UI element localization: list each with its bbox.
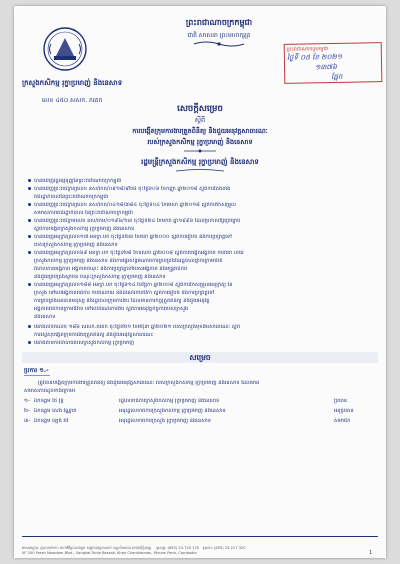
preamble-item-continued: វិសាលភាពអង្គភាព អង្គភាពចំណុះ និងការប្រព្រឹត្តទៅរបស់អង្គភាព និងមន្ត្រីរាជការ bbox=[34, 266, 188, 272]
ornament-divider-icon bbox=[174, 168, 226, 174]
preamble-item: បានឃើញរដ្ឋធម្មនុញ្ញនៃព្រះរាជាណាចក្រកម្ពុជា bbox=[28, 178, 378, 184]
preamble-item: បានឃើញអនុក្រឹត្យលេខ៦៩ អនក្រ.បក ចុះថ្ងៃទី២៨ ខែឧសភា ឆ្នាំ២០០៨ ស្ដីពីការបង្កើតអង្គភាព ការរិយា ល័យ bbox=[28, 250, 378, 256]
stamp-number: ១៣៧៦ bbox=[315, 62, 338, 72]
preamble-item: បានឃើញព្រះរាជក្រឹត្យលេខ នស/រកត/០៩១៨/៩២៥ ចុះថ្ងៃទី០៦ ខែកញ្ញា ឆ្នាំ២០១៨ ស្ដីពីការតែងតាំង bbox=[28, 186, 378, 192]
preamble-item-continued: ស្ដីពីការបង្កើតក្រសួងកសិកម្ម រុក្ខាប្រមាញ់ និងនេសាទ bbox=[34, 226, 135, 232]
preamble-item-continued: និងជួយគ្រប់គ្រងស្ថាប័ន ចំណុះក្រសួងកសិកម្ម រុក្ខាប្រមាញ់ និងនេសាទ bbox=[34, 274, 166, 280]
ornament-divider-icon bbox=[192, 40, 246, 48]
ornament-divider-icon bbox=[182, 148, 218, 154]
title-line-2: របស់ក្រសួងកសិកម្ម រុក្ខាប្រមាញ់ និងនេសាទ bbox=[147, 138, 253, 146]
preamble-item: បានឃើញព្រះរាជក្រមលេខ នស/រកម/០១៩៦/១៣ ចុះថ្ងៃទី២៤ ខែមករា ឆ្នាំ១៩៩៦ ដែលប្រកាសឱ្យប្រើច្បាប់ bbox=[28, 218, 378, 224]
preamble-item-continued: រាជរដ្ឋាភិបាលនៃព្រះរាជាណាចក្រកម្ពុជា bbox=[34, 194, 109, 200]
preamble-item: បានឃើញអនុក្រឹត្យលេខ១៨៨ អនក្រ.បក ចុះថ្ងៃទី១៤ ខែវិច្ឆិកា ឆ្នាំ២០០៨ ស្ដីពីការកែសម្រួលអនុក្រឹត្យ នៃ bbox=[28, 282, 378, 288]
page-number: 1 bbox=[369, 550, 373, 556]
preamble-item-continued: ក្រសួង ទៅលើអង្គភាពរាជការ ការចំណាយ និងដំណើរការថវិកា ស្ដីពីការរៀបចំ និងការប្រព្រឹត្តទៅ bbox=[34, 290, 215, 296]
ministry-emblem-icon bbox=[42, 26, 88, 72]
national-motto: ជាតិ សាសនា ព្រះមហាក្សត្រ bbox=[187, 32, 251, 39]
preamble-item: បានឃើញអនុក្រឹត្យលេខ១៧ អនក្រ.បក ចុះថ្ងៃទី២៣ ខែមីនា ឆ្នាំ២០០០ ស្ដីពីការរៀបចំ និងការប្រព្រឹត្តទៅ bbox=[28, 234, 378, 240]
preamble-item: យោងលិខិតលេខ ១៨៦ សសក.ភរគក ចុះថ្ងៃទី២១ ខែមិថុនា ឆ្នាំ២០២១ របស់ក្រសួងមុខងារសាធារណៈ ស្ដីពី bbox=[28, 324, 378, 330]
article-1-text: ត្រូវបានបង្កើតក្រុមការងារត្រួតពិនិត្យ និងជួយអនុវត្តសាធារណៈ របស់ក្រសួងកសិកម្ម រុក្ខាប្រមាញ់ និងនេសាទ ដែលមាន bbox=[38, 380, 260, 386]
preamble-item: យោងតាមការចាំបាច់របស់ក្រសួងកសិកម្ម រុក្ខាប្រមាញ់ bbox=[28, 340, 378, 346]
received-stamp bbox=[284, 42, 383, 84]
preamble-item-continued: អង្គភាពរាជការក្រោមឱវាទ ទៅលើដំណើរការងារ ស្ដីពីការអនុវត្តកិច្ចការរបស់ក្រសួង bbox=[34, 306, 189, 312]
footer-phone: ទូរសព្ទ: (855) 23-720 720 bbox=[156, 546, 200, 550]
document-page: ព្រះរាជាណាចក្រកម្ពុជា ជាតិ សាសនា ព្រះមហាក្សត្រ ក្រសួងកសិកម្ម រុក្ខាប្រមាញ់ និងនេសាទ លេខ ៤៥០ សសក. ភរគក ព្រះរាជាណាចក្រកម្ពុជា ថ្ងៃទី ០៥ ខែ ២០២១ ១៣៧៦ ផ្អែក សេចក្ដីសម្រេច ស្ដីពី ការបង្កើតក្រុមការងារត្រួតពិនិត្យ និងជួយអនុវត្តសាធារណៈ របស់ក្រសួងកសិកម្ម រុក្ខាប្រមាញ់ និងនេសាទ រដ្ឋមន្ត្រីក្រសួងកសិកម្ម រុក្ខាប្រមាញ់ និងនេសាទ បានឃើញរដ្ឋធម្មនុញ្ញនៃព្រះរាជាណាចក្រកម្ពុជា បានឃើញព្រះរាជក្រឹត្យលេខ នស/រកត/០៩១៨/៩២៥ ចុះថ្ងៃទី០៦ ខែកញ្ញា ឆ្នាំ២០១៨ ស្ដីពីការតែងតាំង រាជរដ្ឋាភិបាលនៃព្រះរាជាណាចក្រកម្ពុជា បានឃើញព្រះរាជក្រឹត្យលេខ នស/រកត/០៤១៨/៣៨៤ ចុះថ្ងៃទី០៤ ខែមេសា ឆ្នាំ២០១៨ ស្ដីពីការកែសម្រួល សមាសភាពរាជរដ្ឋាភិបាល នៃព្រះរាជាណាចក្រកម្ពុជា បានឃើញព្រះរាជក្រមលេខ នស/រកម/០១៩៦/១៣ ចុះថ្ងៃទី២៤ ខែមករា ឆ្នាំ១៩៩៦ ដែលប្រកាសឱ្យប្រើច្បាប់ ស្ដីពីការបង្កើតក្រសួងកសិកម្ម រុក្ខាប្រមាញ់ និងនេសាទ បានឃើញអនុក្រឹត្យលេខ១៧ អនក្រ.បក ចុះថ្ងៃទី២៣ ខែមីនា ឆ្នាំ២០០០ ស្ដីពីការរៀបចំ និងការប្រព្រឹត្តទៅ របស់ក្រសួងកសិកម្ម រុក្ខាប្រមាញ់ និងនេសាទ បានឃើញអនុក្រឹត្យលេខ៦៩ អនក្រ.បក ចុះថ្ងៃទី២៨ ខែឧសភា ឆ្នាំ២០០៨ ស្ដីពីការបង្កើតអង្គភាព ការរិយា ល័យ ក្រសួងកសិកម្ម រុក្ខាប្រមាញ់ និងនេសាទ និងការផ្ទេរសិទ្ធិអំណាចការគ្រប់គ្រងនៃរដ្ឋបាលថ្នាក់ក្រោមជាតិ វិសាលភាពអង្គភាព អង្គភាពចំណុះ និងការប្រព្រឹត្តទៅរបស់អង្គភាព និងមន្ត្រីរាជការ និងជួយគ្រប់គ្រងស្ថាប័ន ចំណុះក្រសួងកសិកម្ម រុក្ខាប្រមាញ់ និងនេសាទ បានឃើញអនុក្រឹត្យលេខ១៨៨ អនក្រ.បក ចុះថ្ងៃទី១៤ ខែវិច្ឆិកា ឆ្នាំ២០០៨ ស្ដីពីការកែសម្រួលអនុក្រឹត្យ នៃ ក្រសួង ទៅលើអង្គភាពរាជការ ការចំណាយ និងដំណើរការថវិកា ស្ដីពីការរៀបចំ និងការប្រព្រឹត្តទៅ ការគ្រប់គ្រងធនធានមនុស្ស និងរដ្ឋបាលក្រុមការងារ ដែលមានភារកិច្ចត្រួតពិនិត្យ និងជួយអនុវត្ត អង្គភាពរាជការក្រោមឱវាទ ទៅលើដំណើរការងារ ស្ដីពីការអនុវត្តកិច្ចការរបស់ក្រសួង និងនេសាទ យោងលិខិតលេខ ១៨៦ សសក.ភរគក ចុះថ្ងៃទី២១ ខែមិថុនា ឆ្នាំ២០២១ របស់ក្រសួងមុខងារសាធារណៈ ស្ដីពី ការស្នើសុំបង្កើតក្រុមការងារត្រួតពិនិត្យ និងជួយអនុវត្តសាធារណៈ យោងតាមការចាំបាច់របស់ក្រសួងកសិកម្ម រុក្ខាប្រមាញ់ សម្រេច ប្រការ ១.- ត្រូវបានបង្កើតក្រុមការងារត្រួតពិនិត្យ និងជួយអនុវត្តសាធារណៈ របស់ក្រសួងកសិកម្ម រុក្ខាប្រមាញ់ និងនេសាទ ដែលមាន សមាសភាពដូចខាងក្រោម៖ ១- ឯកឧត្តម ថៃ វុទ្ធី រដ្ឋលេខាធិការក្រសួងកសិកម្ម រុក្ខាប្រមាញ់ និងនេសាទ ប្រធាន ២- ឯកឧត្តម សេង វណ្ណារ៉ា អនុរដ្ឋលេខាធិការក្រសួងកសិកម្ម រុក្ខាប្រមាញ់ និងនេសាទ អនុប្រធាន ៣- ឯកឧត្តម ឡេង រ៉ាវី អនុរដ្ឋលេខាធិការក្រសួង រុក្ខាប្រមាញ់ និងនេសាទ សមាជិក អាសយដ្ឋាន: ផ្ទះលេខ២០០ មហាវិថីព្រះនរោត្តម សង្កាត់ទន្លេបាសាក់ ខណ្ឌចំការមន រាជធានីភ្នំពេញ ទូរសព្ទ: (855) 23-720 720 ទូរសារ: (855) 23-217 320 N° 200 Preah Norodom Blvd., Sangkat Tonle Bassak, Khan Chamkarmon, Phnom Penh, Cambodia 1 bbox=[14, 6, 386, 558]
stamp-date: ថ្ងៃទី ០៥ ខែ ២០២១ bbox=[286, 52, 343, 62]
preamble-item-continued: ការគ្រប់គ្រងធនធានមនុស្ស និងរដ្ឋបាលក្រុមការងារ ដែលមានភារកិច្ចត្រួតពិនិត្យ និងជួយអនុវត្ត bbox=[34, 298, 210, 304]
document-title: សេចក្ដីសម្រេច bbox=[177, 104, 223, 114]
preamble-item-continued: របស់ក្រសួងកសិកម្ម រុក្ខាប្រមាញ់ និងនេសាទ bbox=[34, 242, 118, 248]
ministry-name: ក្រសួងកសិកម្ម រុក្ខាប្រមាញ់ និងនេសាទ bbox=[22, 79, 123, 87]
stamp-line-1: ព្រះរាជាណាចក្រកម្ពុជា bbox=[286, 46, 329, 53]
stamp-note: ផ្អែក bbox=[331, 72, 343, 82]
footer-address-en: N° 200 Preah Norodom Blvd., Sangkat Tonle Bassak, Khan Chamkarmon, Phnom Penh, Cambodia bbox=[22, 551, 197, 555]
footer-address: អាសយដ្ឋាន: ផ្ទះលេខ២០០ មហាវិថីព្រះនរោត្តម សង្កាត់ទន្លេបាសាក់ ខណ្ឌចំការមន រាជធានីភ្នំពេញ bbox=[22, 546, 152, 550]
preamble-item-continued: ការស្នើសុំបង្កើតក្រុមការងារត្រួតពិនិត្យ និងជួយអនុវត្តសាធារណៈ bbox=[34, 332, 154, 338]
kingdom-title: ព្រះរាជាណាចក្រកម្ពុជា bbox=[185, 18, 253, 27]
preamble-item-continued: សមាសភាពរាជរដ្ឋាភិបាល នៃព្រះរាជាណាចក្រកម្ពុជា bbox=[34, 210, 133, 216]
preamble-item-continued: ក្រសួងកសិកម្ម រុក្ខាប្រមាញ់ និងនេសាទ និងការផ្ទេរសិទ្ធិអំណាចការគ្រប់គ្រងនៃរដ្ឋបាលថ្នាក់ក្រោមជាតិ bbox=[34, 258, 223, 264]
title-line-1: ការបង្កើតក្រុមការងារត្រួតពិនិត្យ និងជួយអនុវត្តសាធារណៈ bbox=[132, 127, 268, 135]
preamble-item-continued: និងនេសាទ bbox=[34, 314, 56, 320]
reference-number: លេខ ៤៥០ សសក. ភរគក bbox=[42, 97, 103, 104]
decision-heading: សម្រេច bbox=[189, 353, 211, 362]
article-1-label: ប្រការ ១.- bbox=[24, 368, 49, 374]
document-subtitle: ស្ដីពី bbox=[194, 116, 206, 124]
footer-fax: ទូរសារ: (855) 23-217 320 bbox=[202, 546, 246, 550]
article-1-text-continued: សមាសភាពដូចខាងក្រោម៖ bbox=[24, 388, 76, 394]
preamble-item: បានឃើញព្រះរាជក្រឹត្យលេខ នស/រកត/០៤១៨/៣៨៤ ចុះថ្ងៃទី០៤ ខែមេសា ឆ្នាំ២០១៨ ស្ដីពីការកែសម្រួល bbox=[28, 202, 378, 208]
issuer-heading: រដ្ឋមន្ត្រីក្រសួងកសិកម្ម រុក្ខាប្រមាញ់ និងនេសាទ bbox=[141, 158, 259, 166]
